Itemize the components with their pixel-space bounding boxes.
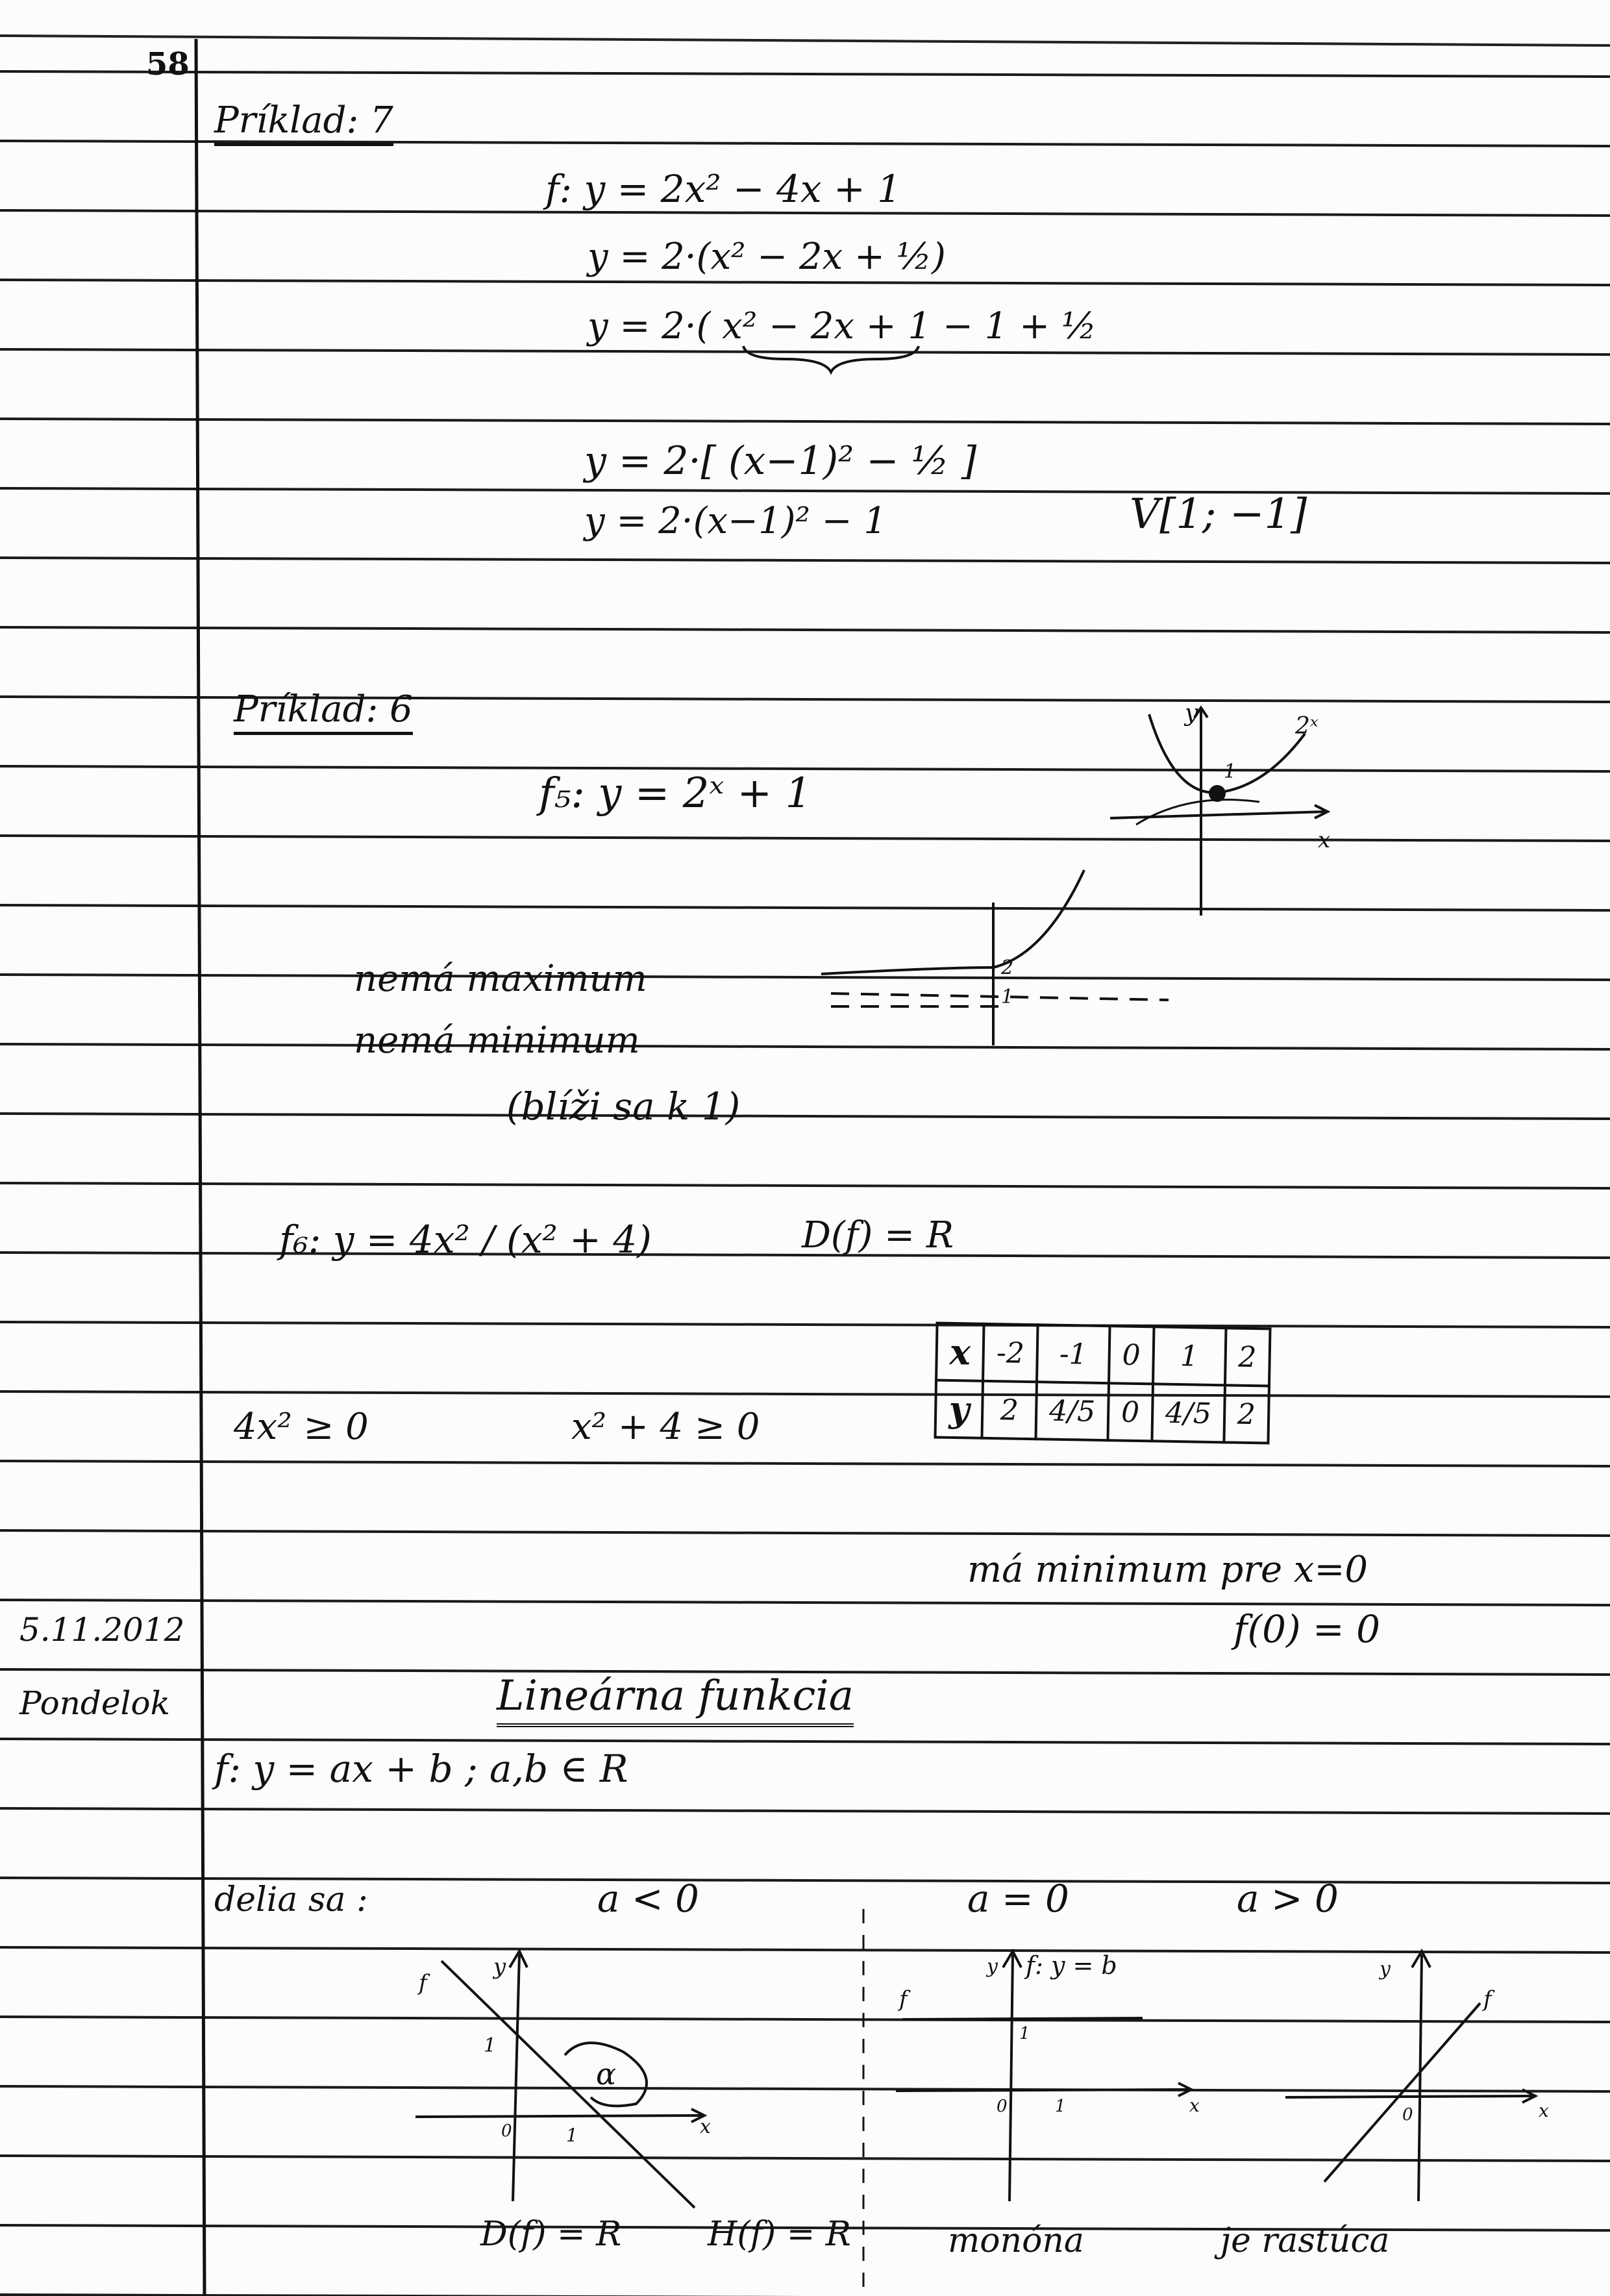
ruled-line bbox=[0, 1739, 1610, 1744]
domain-label: D(f) = R bbox=[480, 2215, 622, 2254]
example7-heading: Príklad: 7 bbox=[214, 103, 393, 146]
f6-domain: D(f) = R bbox=[802, 1214, 954, 1256]
inequality-denominator: x² + 4 ≥ 0 bbox=[571, 1406, 760, 1448]
f0-value: f(0) = 0 bbox=[1233, 1607, 1380, 1651]
ruled-line bbox=[0, 558, 1610, 563]
increasing-word: je rastúca bbox=[1220, 2221, 1390, 2260]
ruled-line bbox=[0, 488, 1610, 493]
svg-text:x: x bbox=[700, 2115, 711, 2138]
svg-text:y: y bbox=[1380, 1958, 1391, 1980]
svg-text:1: 1 bbox=[484, 2034, 497, 2057]
ruled-line bbox=[0, 836, 1610, 841]
svg-text:2: 2 bbox=[1001, 956, 1014, 979]
ruled-line bbox=[0, 905, 1610, 910]
ruled-line bbox=[0, 1114, 1610, 1119]
ruled-line bbox=[0, 1044, 1610, 1049]
svg-text:f: f bbox=[899, 1986, 908, 2012]
svg-text:0: 0 bbox=[1402, 2105, 1413, 2125]
svg-text:x: x bbox=[1539, 2100, 1549, 2121]
ruled-line bbox=[0, 280, 1610, 285]
table-header-y: y bbox=[935, 1380, 984, 1438]
case-zero: a = 0 bbox=[967, 1877, 1069, 1921]
table-cell: 0 bbox=[1108, 1383, 1153, 1441]
ruled-line bbox=[0, 1322, 1610, 1327]
svg-text:x: x bbox=[1318, 827, 1331, 853]
svg-text:0: 0 bbox=[997, 2097, 1008, 2116]
case-negative: a < 0 bbox=[597, 1877, 699, 1921]
example7-line-2: y = 2·(x² − 2x + ½) bbox=[588, 236, 946, 278]
linear-definition: f: y = ax + b ; a,b ∈ R bbox=[214, 1747, 628, 1791]
divide-label: delia sa : bbox=[214, 1880, 368, 1919]
ruled-line bbox=[0, 1183, 1610, 1188]
decreasing-line-graph bbox=[390, 1941, 727, 2214]
table-cell: 4/5 bbox=[1152, 1384, 1224, 1442]
column-divider bbox=[857, 1909, 870, 2296]
svg-text:2ˣ: 2ˣ bbox=[1295, 713, 1319, 740]
ruled-line bbox=[0, 975, 1610, 980]
table-cell: -1 bbox=[1037, 1325, 1109, 1383]
margin-day: Pondelok bbox=[19, 1684, 170, 1722]
svg-text:1: 1 bbox=[566, 2125, 578, 2146]
minimum-text: má minimum pre x=0 bbox=[967, 1549, 1368, 1591]
svg-text:y: y bbox=[1185, 700, 1198, 727]
table-cell: 2 bbox=[1224, 1385, 1269, 1443]
svg-text:0: 0 bbox=[501, 2121, 512, 2141]
table-cell: 2 bbox=[982, 1381, 1037, 1439]
ruled-line bbox=[0, 419, 1610, 424]
table-header-x: x bbox=[936, 1323, 984, 1381]
example7-line-1: f: y = 2x² − 4x + 1 bbox=[545, 167, 901, 211]
margin-date: 5.11.2012 bbox=[19, 1611, 185, 1649]
table-cell: 0 bbox=[1109, 1326, 1154, 1384]
case-positive: a > 0 bbox=[1237, 1877, 1339, 1921]
f6-equation: f₆: y = 4x² / (x² + 4) bbox=[279, 1217, 652, 1262]
table-cell: -2 bbox=[983, 1324, 1037, 1382]
table-row bbox=[935, 1380, 1269, 1443]
constant-word: monóna bbox=[948, 2221, 1084, 2260]
table-cell: 2 bbox=[1225, 1328, 1270, 1386]
example7-line-5: y = 2·(x−1)² − 1 bbox=[584, 500, 887, 542]
svg-text:α: α bbox=[596, 2056, 617, 2091]
ruled-line bbox=[0, 1808, 1610, 1814]
table-cell: 1 bbox=[1153, 1327, 1226, 1385]
ruled-line bbox=[0, 1461, 1610, 1466]
underbrace-mark bbox=[740, 343, 922, 375]
svg-text:y: y bbox=[987, 1955, 998, 1978]
constant-function-label: f: y = b bbox=[1026, 1951, 1117, 1980]
ruled-line bbox=[0, 1600, 1610, 1605]
vertex-label: V[1; −1] bbox=[1130, 490, 1307, 538]
svg-text:1: 1 bbox=[1019, 2024, 1030, 2043]
svg-text:1: 1 bbox=[1055, 2097, 1066, 2116]
linear-title: Lineárna funkcia bbox=[497, 1675, 854, 1727]
svg-text:f: f bbox=[1483, 1986, 1492, 2012]
ruled-line bbox=[0, 1530, 1610, 1536]
table-cell: 4/5 bbox=[1036, 1382, 1109, 1440]
no-minimum-text: nemá minimum bbox=[354, 1019, 640, 1062]
svg-text:x: x bbox=[1189, 2095, 1200, 2116]
ruled-line bbox=[0, 71, 1610, 77]
ruled-line bbox=[0, 210, 1610, 216]
value-table bbox=[934, 1322, 1271, 1445]
svg-text:1: 1 bbox=[1224, 760, 1237, 783]
example7-line-3: y = 2·( x² − 2x + 1 − 1 + ½ bbox=[588, 305, 1097, 347]
svg-text:y: y bbox=[493, 1954, 506, 1980]
constant-line-graph bbox=[889, 1941, 1227, 2214]
svg-text:f: f bbox=[419, 1970, 427, 1996]
range-label: H(f) = R bbox=[708, 2215, 851, 2254]
page-number: 58 bbox=[146, 46, 190, 82]
example7-line-4: y = 2·[ (x−1)² − ½ ] bbox=[584, 438, 977, 484]
approaches-text: (blíži sa k 1) bbox=[506, 1084, 741, 1129]
svg-text:1: 1 bbox=[1001, 986, 1014, 1008]
example6-heading: Príklad: 6 bbox=[234, 692, 413, 735]
no-maximum-text: nemá maximum bbox=[354, 958, 647, 1000]
f5-equation: f₅: y = 2ˣ + 1 bbox=[539, 769, 812, 817]
ruled-line bbox=[0, 627, 1610, 632]
ruled-line bbox=[0, 1391, 1610, 1397]
table-row bbox=[936, 1323, 1270, 1386]
increasing-line-graph bbox=[1272, 1941, 1571, 2214]
f5-sketch-graph bbox=[811, 857, 1175, 1052]
inequality-numerator: 4x² ≥ 0 bbox=[234, 1406, 369, 1448]
